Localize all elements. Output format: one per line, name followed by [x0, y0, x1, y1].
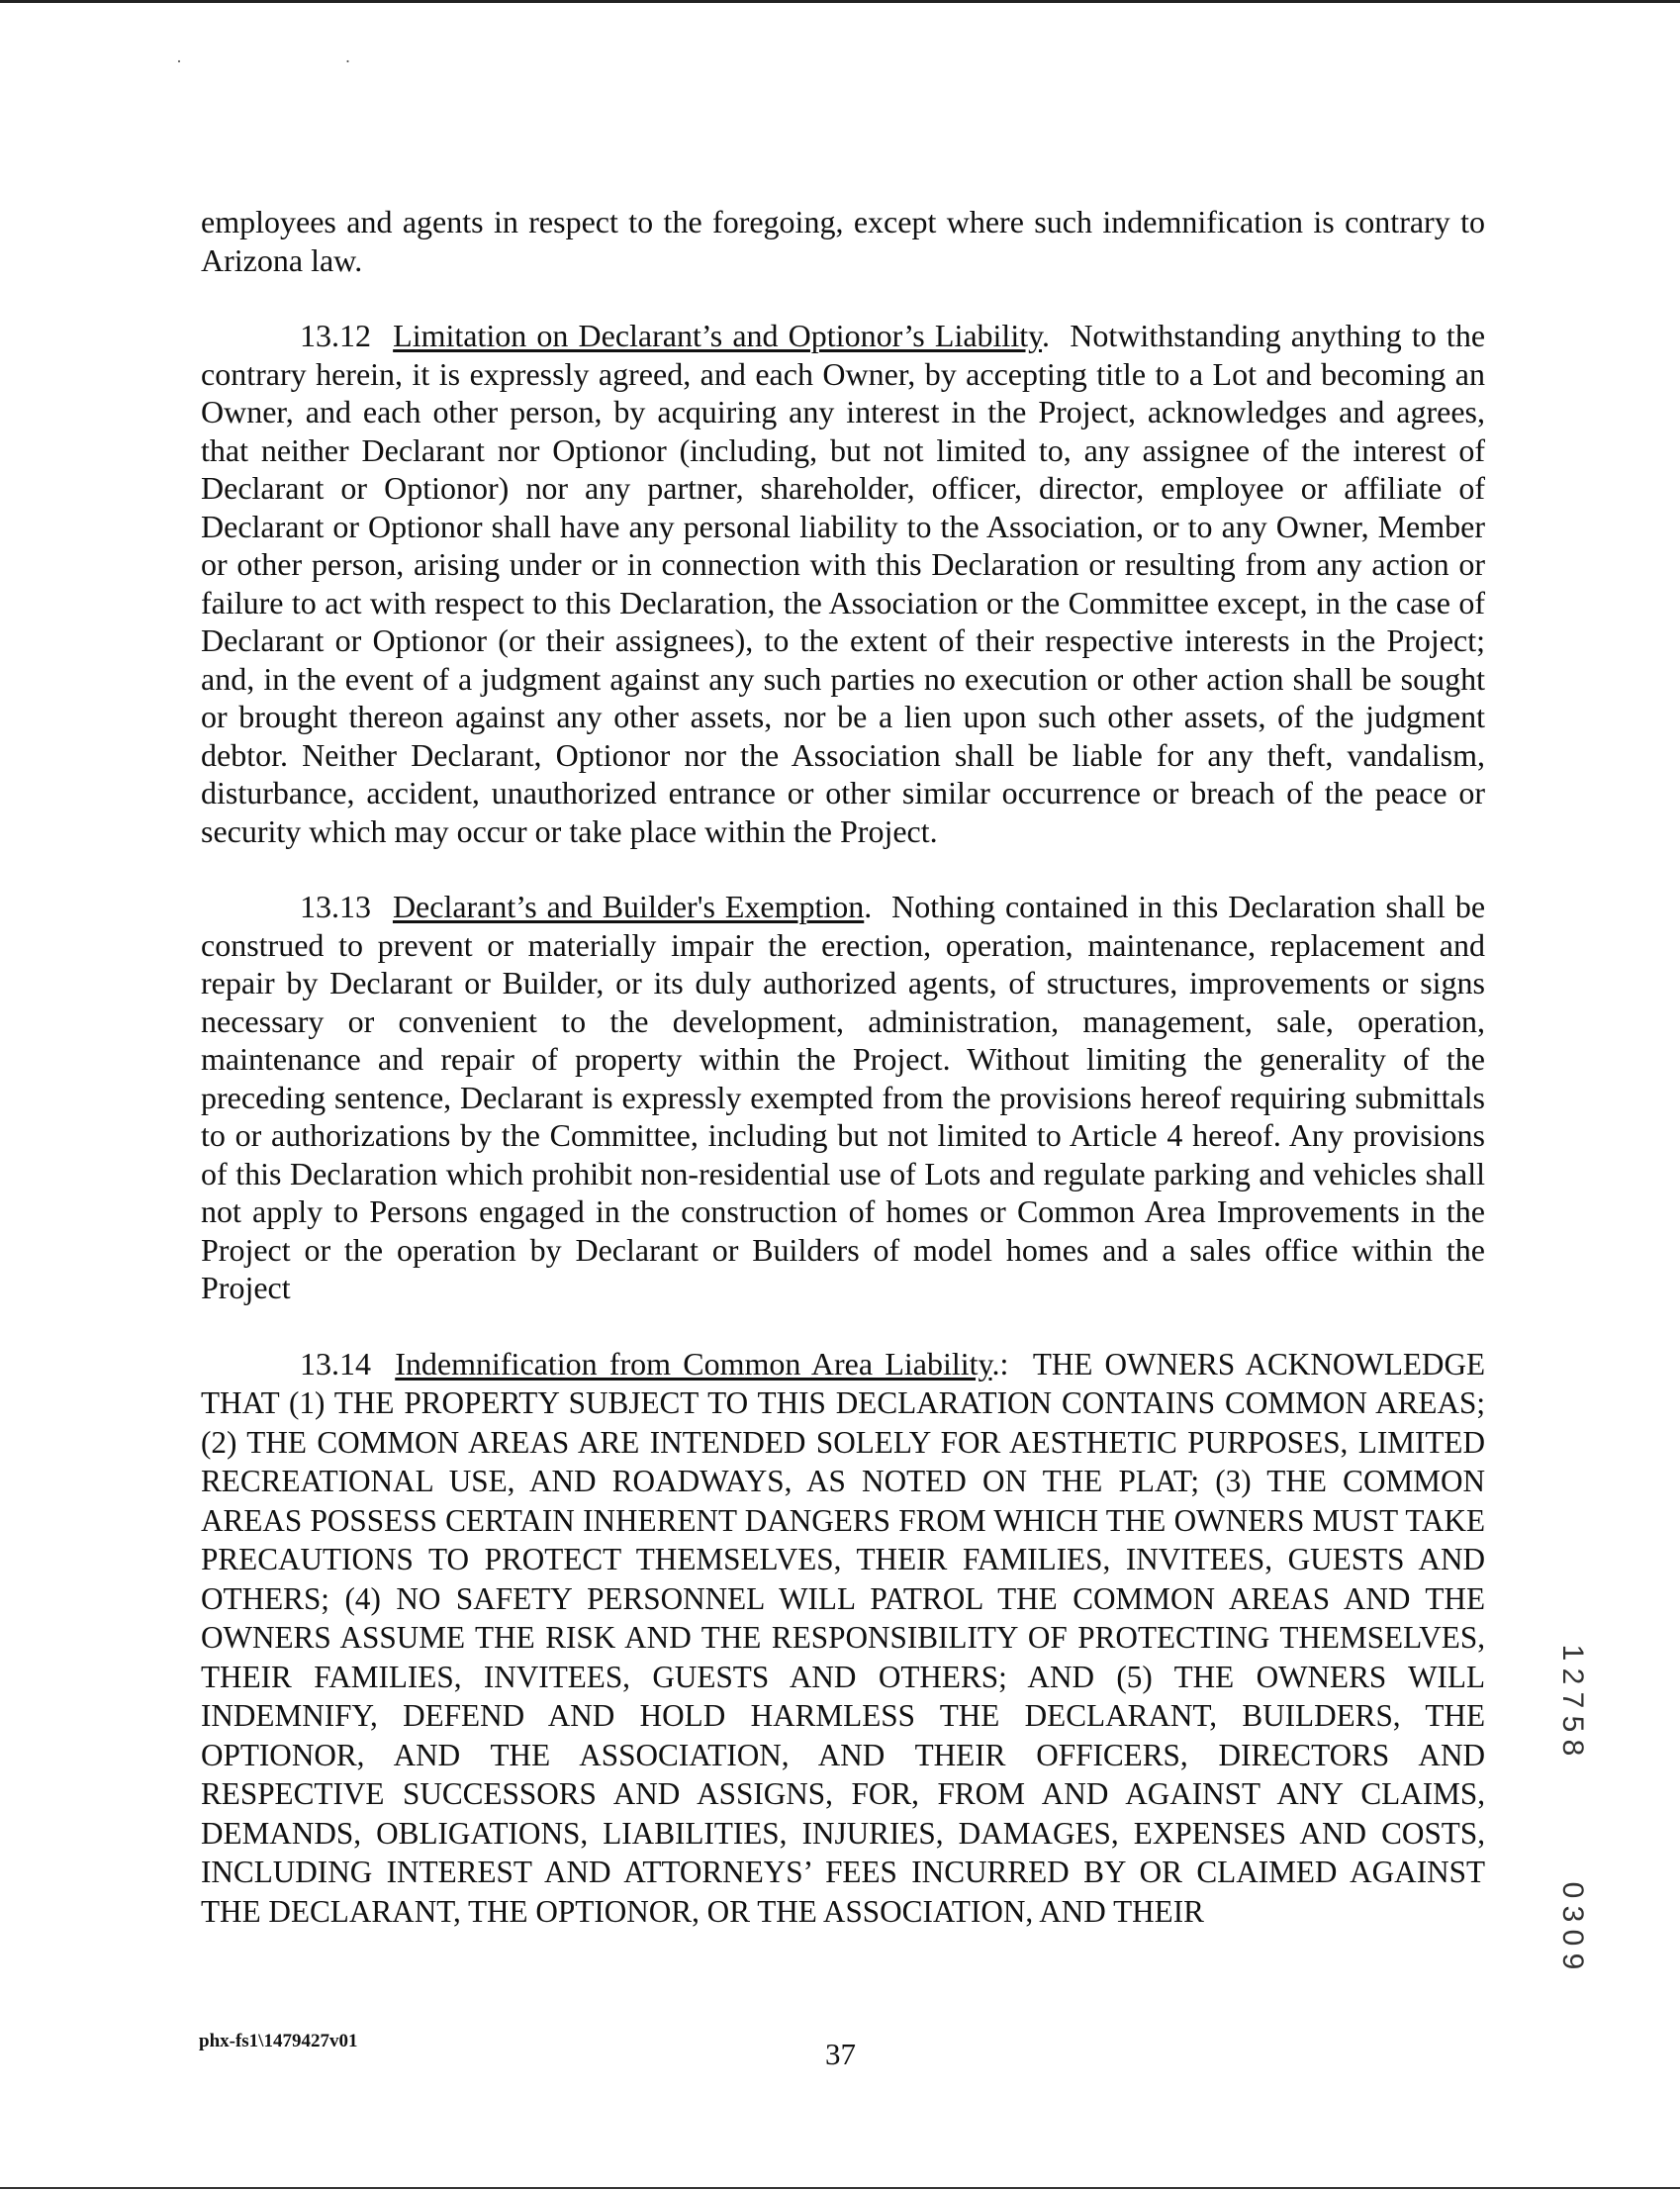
stamp-digit: 9	[1556, 1953, 1589, 1970]
stamp-digit: 3	[1556, 1905, 1589, 1923]
stamp-digit: 7	[1556, 1691, 1589, 1709]
recording-stamp	[1557, 1593, 1587, 1997]
bottom-scan-border	[0, 2187, 1680, 2189]
heading-punctuation: .	[864, 889, 873, 924]
section-heading: Limitation on Declarant’s and Optionor’s Liability	[393, 318, 1043, 353]
section-body: THE OWNERS ACKNOWLEDGE THAT (1) THE PROPERTY SUBJECT TO THIS DECLARATION CONTAINS COMMON AREAS; (2) THE COMMON AREAS ARE INTENDED SOLELY FOR AESTHETIC PURPOSES, LIMITED RECREATIONAL USE, AND ROADWAYS, AS NOTED ON THE PLAT; (3) THE COMMON AREAS POSSESS CERTAIN INHERENT DANGERS FROM WHICH THE OWNERS MUST TAKE PRECAUTIONS TO PROTECT THEMSELVES, THEIR FAMILIES, INVITEES, GUESTS AND OTHERS; (4) NO SAFETY PERSONNEL WILL PATROL THE COMMON AREAS AND THE OWNERS ASSUME THE RISK AND THE RESPONSIBILITY OF PROTECTING THEMSELVES, THEIR FAMILIES, INVITEES, GUESTS AND OTHERS; AND (5) THE OWNERS WILL INDEMNIFY, DEFEND AND HOLD HARMLESS THE DECLARANT, BUILDERS, THE OPTIONOR, AND THE ASSOCIATION, AND THEIR OFFICERS, DIRECTORS AND RESPECTIVE SUCCESSORS AND ASSIGNS, FOR, FROM AND AGAINST ANY CLAIMS, DEMANDS, OBLIGATIONS, LIABILITIES, INJURIES, DAMAGES, EXPENSES AND COSTS, INCLUDING INTEREST AND ATTORNEYS’ FEES INCURRED BY OR CLAIMED AGAINST THE DECLARANT, THE OPTIONOR, OR THE ASSOCIATION, AND THEIR	[201, 1346, 1486, 1929]
continuation-paragraph: employees and agents in respect to the foregoing, except where such indemnification is contrary to Arizona law.	[201, 204, 1485, 278]
recording-stamp-part-2	[1557, 1878, 1587, 1973]
section-13-12	[201, 317, 1485, 850]
section-heading: Declarant’s and Builder's Exemption	[392, 889, 865, 924]
stamp-digit: 5	[1556, 1715, 1589, 1733]
scan-specks: · ·	[176, 51, 430, 71]
heading-punctuation: .	[1042, 318, 1051, 353]
section-heading: Indemnification from Common Area Liability	[395, 1345, 992, 1381]
section-13-14	[201, 1345, 1485, 1932]
recording-stamp-part-1	[1557, 1641, 1587, 1760]
document-code: phx-fs1\1479427v01	[199, 2031, 358, 2051]
section-body: Nothing contained in this Declaration shall be construed to prevent or materially impair the erection, operation, maintenance, replacement and repair by Declarant or Builder, or its duly authorized agents, of structures, improvements or signs necessary or convenient to the development, administration, management, sale, operation, maintenance and repair of property within the Project. Without limiting the generality of the preceding sentence, Declarant is expressly exempted from the provisions hereof requiring submittals to or authorizations by the Committee, including but not limited to Article 4 hereof. Any provisions of this Declaration which prohibit non-residential use of Lots and regulate parking and vehicles shall not apply to Persons engaged in the construction of homes or Common Area Improvements in the Project or the operation by Declarant or Builders of model homes and a sales office within the Project	[201, 889, 1486, 1305]
section-number: 13.14	[300, 1345, 371, 1381]
heading-punctuation: .:	[991, 1345, 1009, 1381]
stamp-digit: 0	[1556, 1929, 1589, 1947]
stamp-digit: 0	[1556, 1881, 1589, 1899]
section-number: 13.13	[300, 889, 371, 924]
section-13-13	[201, 888, 1485, 1307]
top-scan-border	[0, 0, 1680, 3]
section-body: Notwithstanding anything to the contrary herein, it is expressly agreed, and each Owner, by accepting title to a Lot and becoming an Owner, and each other person, by acquiring any interest in the Project, acknowledges and agrees, that neither Declarant nor Optionor (including, but not limited to, any assignee of the interest of Declarant or Optionor) nor any partner, shareholder, officer, director, employee or affiliate of Declarant or Optionor shall have any personal liability to the Association, or to any Owner, Member or other person, arising under or in connection with this Declaration or resulting from any action or failure to act with respect to this Declaration, the Association or the Committee except, in the case of Declarant or Optionor (or their assignees), to the extent of their respective interests in the Project; and, in the event of a judgment against any such parties no execution or other action shall be sought or brought thereon against any other assets, nor be a lien upon such other assets, of the judgment debtor. Neither Declarant, Optionor nor the Association shall be liable for any theft, vandalism, disturbance, accident, unauthorized entrance or other similar occurrence or breach of the peace or security which may occur or take place within the Project.	[201, 318, 1486, 849]
stamp-digit: 1	[1556, 1644, 1589, 1662]
document-page	[201, 203, 1485, 1968]
section-number: 13.12	[300, 318, 371, 353]
stamp-digit: 2	[1556, 1667, 1589, 1685]
page-number: 37	[825, 2037, 856, 2071]
stamp-digit: 8	[1556, 1739, 1589, 1757]
